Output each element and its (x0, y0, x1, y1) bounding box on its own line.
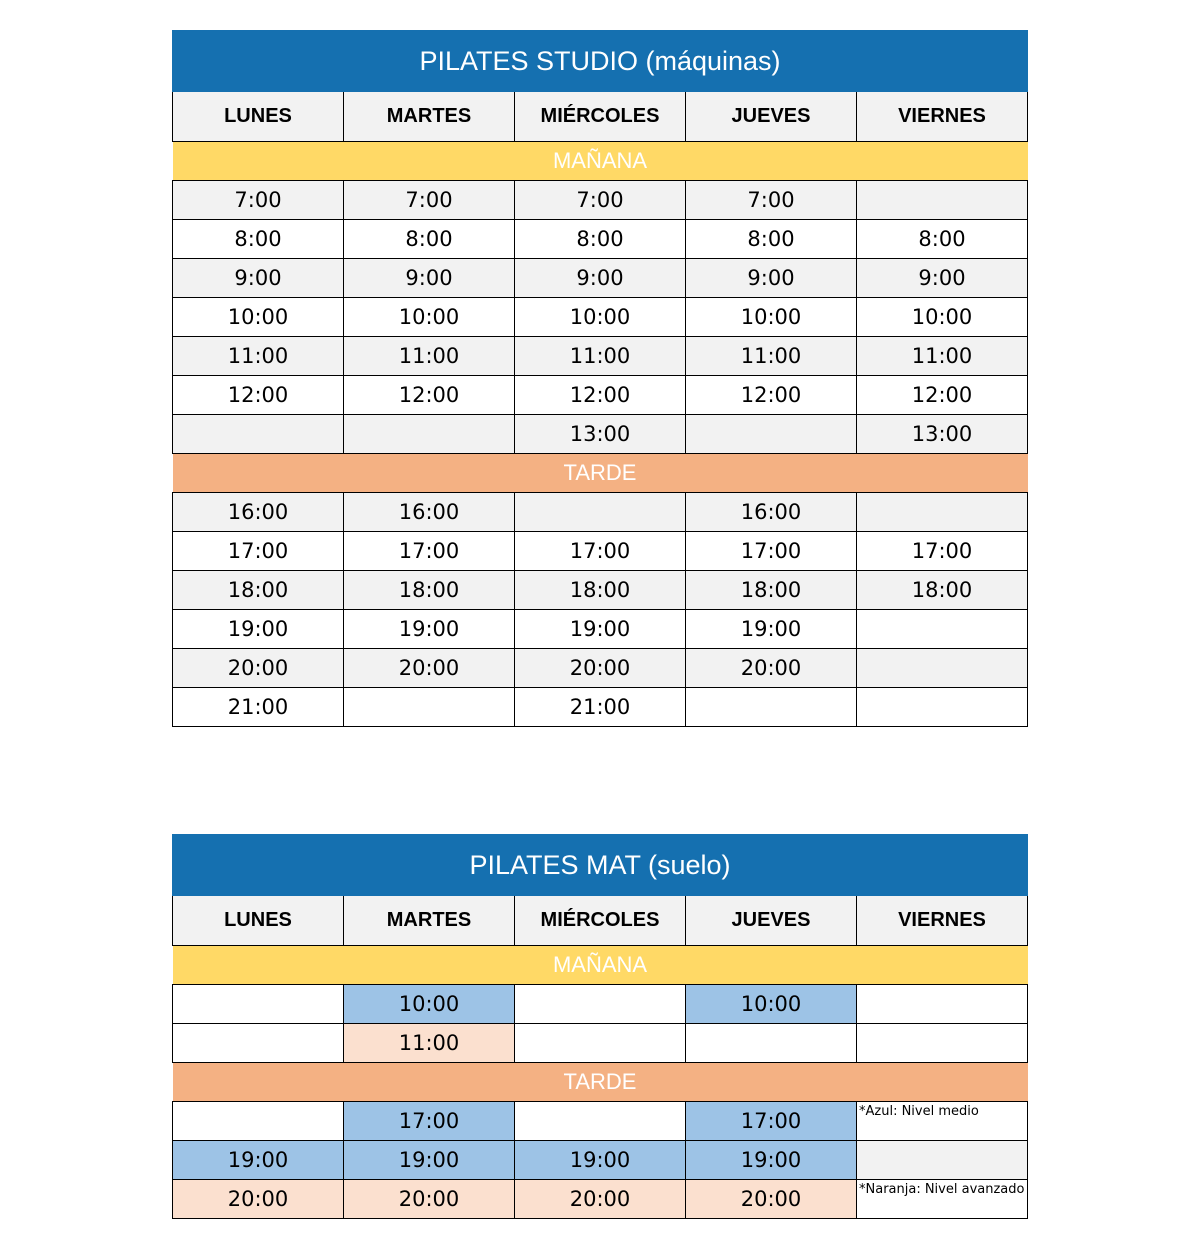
time-cell (515, 493, 686, 532)
time-cell (515, 1024, 686, 1063)
time-cell-medium-level: 10:00 (686, 985, 857, 1024)
time-cell: 9:00 (515, 259, 686, 298)
studio-morning-row (173, 376, 1028, 415)
day-header-martes: MARTES (344, 896, 515, 946)
time-cell-advanced-level: 11:00 (344, 1024, 515, 1063)
mat-morning-row (173, 1024, 1028, 1063)
time-cell (515, 1102, 686, 1141)
studio-afternoon-row (173, 688, 1028, 727)
studio-morning-row (173, 259, 1028, 298)
time-cell: 9:00 (344, 259, 515, 298)
time-cell (686, 688, 857, 727)
time-cell-medium-level: 19:00 (173, 1141, 344, 1180)
day-header-miercoles: MIÉRCOLES (515, 92, 686, 142)
time-cell: 7:00 (686, 181, 857, 220)
time-cell-advanced-level: 20:00 (173, 1180, 344, 1219)
time-cell: 9:00 (173, 259, 344, 298)
time-cell-medium-level: 19:00 (686, 1141, 857, 1180)
time-cell: 17:00 (686, 532, 857, 571)
day-header-jueves: JUEVES (686, 896, 857, 946)
time-cell: 16:00 (344, 493, 515, 532)
day-header-viernes: VIERNES (857, 896, 1028, 946)
day-header-viernes: VIERNES (857, 92, 1028, 142)
time-cell (857, 985, 1028, 1024)
time-cell: 10:00 (173, 298, 344, 337)
mat-morning-row (173, 985, 1028, 1024)
time-cell-medium-level: 10:00 (344, 985, 515, 1024)
time-cell: 11:00 (173, 337, 344, 376)
mat-afternoon-row (173, 1102, 1028, 1141)
time-cell: 10:00 (857, 298, 1028, 337)
time-cell: 9:00 (686, 259, 857, 298)
time-cell: 18:00 (515, 571, 686, 610)
time-cell: 16:00 (686, 493, 857, 532)
time-cell (686, 1024, 857, 1063)
studio-title: PILATES STUDIO (máquinas) (173, 31, 1028, 92)
time-cell: 12:00 (173, 376, 344, 415)
time-cell: 21:00 (515, 688, 686, 727)
time-cell-advanced-level: 20:00 (686, 1180, 857, 1219)
day-header-miercoles: MIÉRCOLES (515, 896, 686, 946)
time-cell: 19:00 (344, 610, 515, 649)
time-cell: 10:00 (515, 298, 686, 337)
time-cell (344, 415, 515, 454)
studio-afternoon-row (173, 493, 1028, 532)
time-cell-medium-level: 17:00 (344, 1102, 515, 1141)
time-cell: 12:00 (515, 376, 686, 415)
time-cell (857, 1141, 1028, 1180)
studio-morning-row (173, 298, 1028, 337)
time-cell: 18:00 (686, 571, 857, 610)
time-cell: 20:00 (686, 649, 857, 688)
time-cell-advanced-level: 20:00 (515, 1180, 686, 1219)
day-header-lunes: LUNES (173, 896, 344, 946)
studio-afternoon-label: TARDE (173, 454, 1028, 493)
mat-afternoon-label: TARDE (173, 1063, 1028, 1102)
legend-note-blue: *Azul: Nivel medio (857, 1102, 1028, 1141)
time-cell: 21:00 (173, 688, 344, 727)
time-cell: 19:00 (686, 610, 857, 649)
time-cell-medium-level: 19:00 (515, 1141, 686, 1180)
day-header-lunes: LUNES (173, 92, 344, 142)
time-cell: 19:00 (515, 610, 686, 649)
time-cell (857, 688, 1028, 727)
studio-morning-row (173, 415, 1028, 454)
time-cell: 8:00 (344, 220, 515, 259)
time-cell (173, 1024, 344, 1063)
legend-note-orange: *Naranja: Nivel avanzado (857, 1180, 1028, 1219)
time-cell: 9:00 (857, 259, 1028, 298)
studio-morning-row (173, 337, 1028, 376)
time-cell: 19:00 (173, 610, 344, 649)
time-cell-medium-level: 19:00 (344, 1141, 515, 1180)
studio-morning-row (173, 220, 1028, 259)
time-cell-advanced-level: 20:00 (344, 1180, 515, 1219)
time-cell: 17:00 (857, 532, 1028, 571)
day-header-jueves: JUEVES (686, 92, 857, 142)
time-cell: 8:00 (857, 220, 1028, 259)
time-cell: 17:00 (344, 532, 515, 571)
time-cell: 12:00 (686, 376, 857, 415)
time-cell: 7:00 (344, 181, 515, 220)
time-cell: 8:00 (686, 220, 857, 259)
day-header-martes: MARTES (344, 92, 515, 142)
time-cell-medium-level: 17:00 (686, 1102, 857, 1141)
time-cell: 11:00 (857, 337, 1028, 376)
mat-schedule-table (172, 834, 1028, 1219)
time-cell (857, 181, 1028, 220)
studio-afternoon-row (173, 649, 1028, 688)
time-cell (173, 1102, 344, 1141)
studio-afternoon-row (173, 532, 1028, 571)
time-cell: 8:00 (515, 220, 686, 259)
time-cell: 16:00 (173, 493, 344, 532)
studio-morning-row (173, 181, 1028, 220)
studio-morning-label: MAÑANA (173, 142, 1028, 181)
time-cell: 13:00 (515, 415, 686, 454)
mat-morning-label: MAÑANA (173, 946, 1028, 985)
time-cell: 20:00 (515, 649, 686, 688)
time-cell: 20:00 (344, 649, 515, 688)
time-cell: 11:00 (515, 337, 686, 376)
time-cell (686, 415, 857, 454)
time-cell: 12:00 (857, 376, 1028, 415)
studio-schedule-table (172, 30, 1028, 727)
time-cell (515, 985, 686, 1024)
time-cell: 18:00 (173, 571, 344, 610)
time-cell: 8:00 (173, 220, 344, 259)
time-cell: 7:00 (515, 181, 686, 220)
time-cell (857, 1024, 1028, 1063)
time-cell: 17:00 (173, 532, 344, 571)
mat-afternoon-row (173, 1141, 1028, 1180)
time-cell (857, 493, 1028, 532)
time-cell: 17:00 (515, 532, 686, 571)
studio-afternoon-row (173, 610, 1028, 649)
time-cell: 20:00 (173, 649, 344, 688)
studio-afternoon-row (173, 571, 1028, 610)
time-cell: 11:00 (686, 337, 857, 376)
mat-title: PILATES MAT (suelo) (173, 835, 1028, 896)
time-cell (857, 610, 1028, 649)
time-cell: 10:00 (686, 298, 857, 337)
time-cell: 18:00 (344, 571, 515, 610)
time-cell: 13:00 (857, 415, 1028, 454)
time-cell (344, 688, 515, 727)
time-cell (173, 985, 344, 1024)
time-cell: 18:00 (857, 571, 1028, 610)
time-cell: 12:00 (344, 376, 515, 415)
mat-afternoon-row (173, 1180, 1028, 1219)
time-cell (173, 415, 344, 454)
time-cell: 10:00 (344, 298, 515, 337)
time-cell: 11:00 (344, 337, 515, 376)
time-cell: 7:00 (173, 181, 344, 220)
time-cell (857, 649, 1028, 688)
